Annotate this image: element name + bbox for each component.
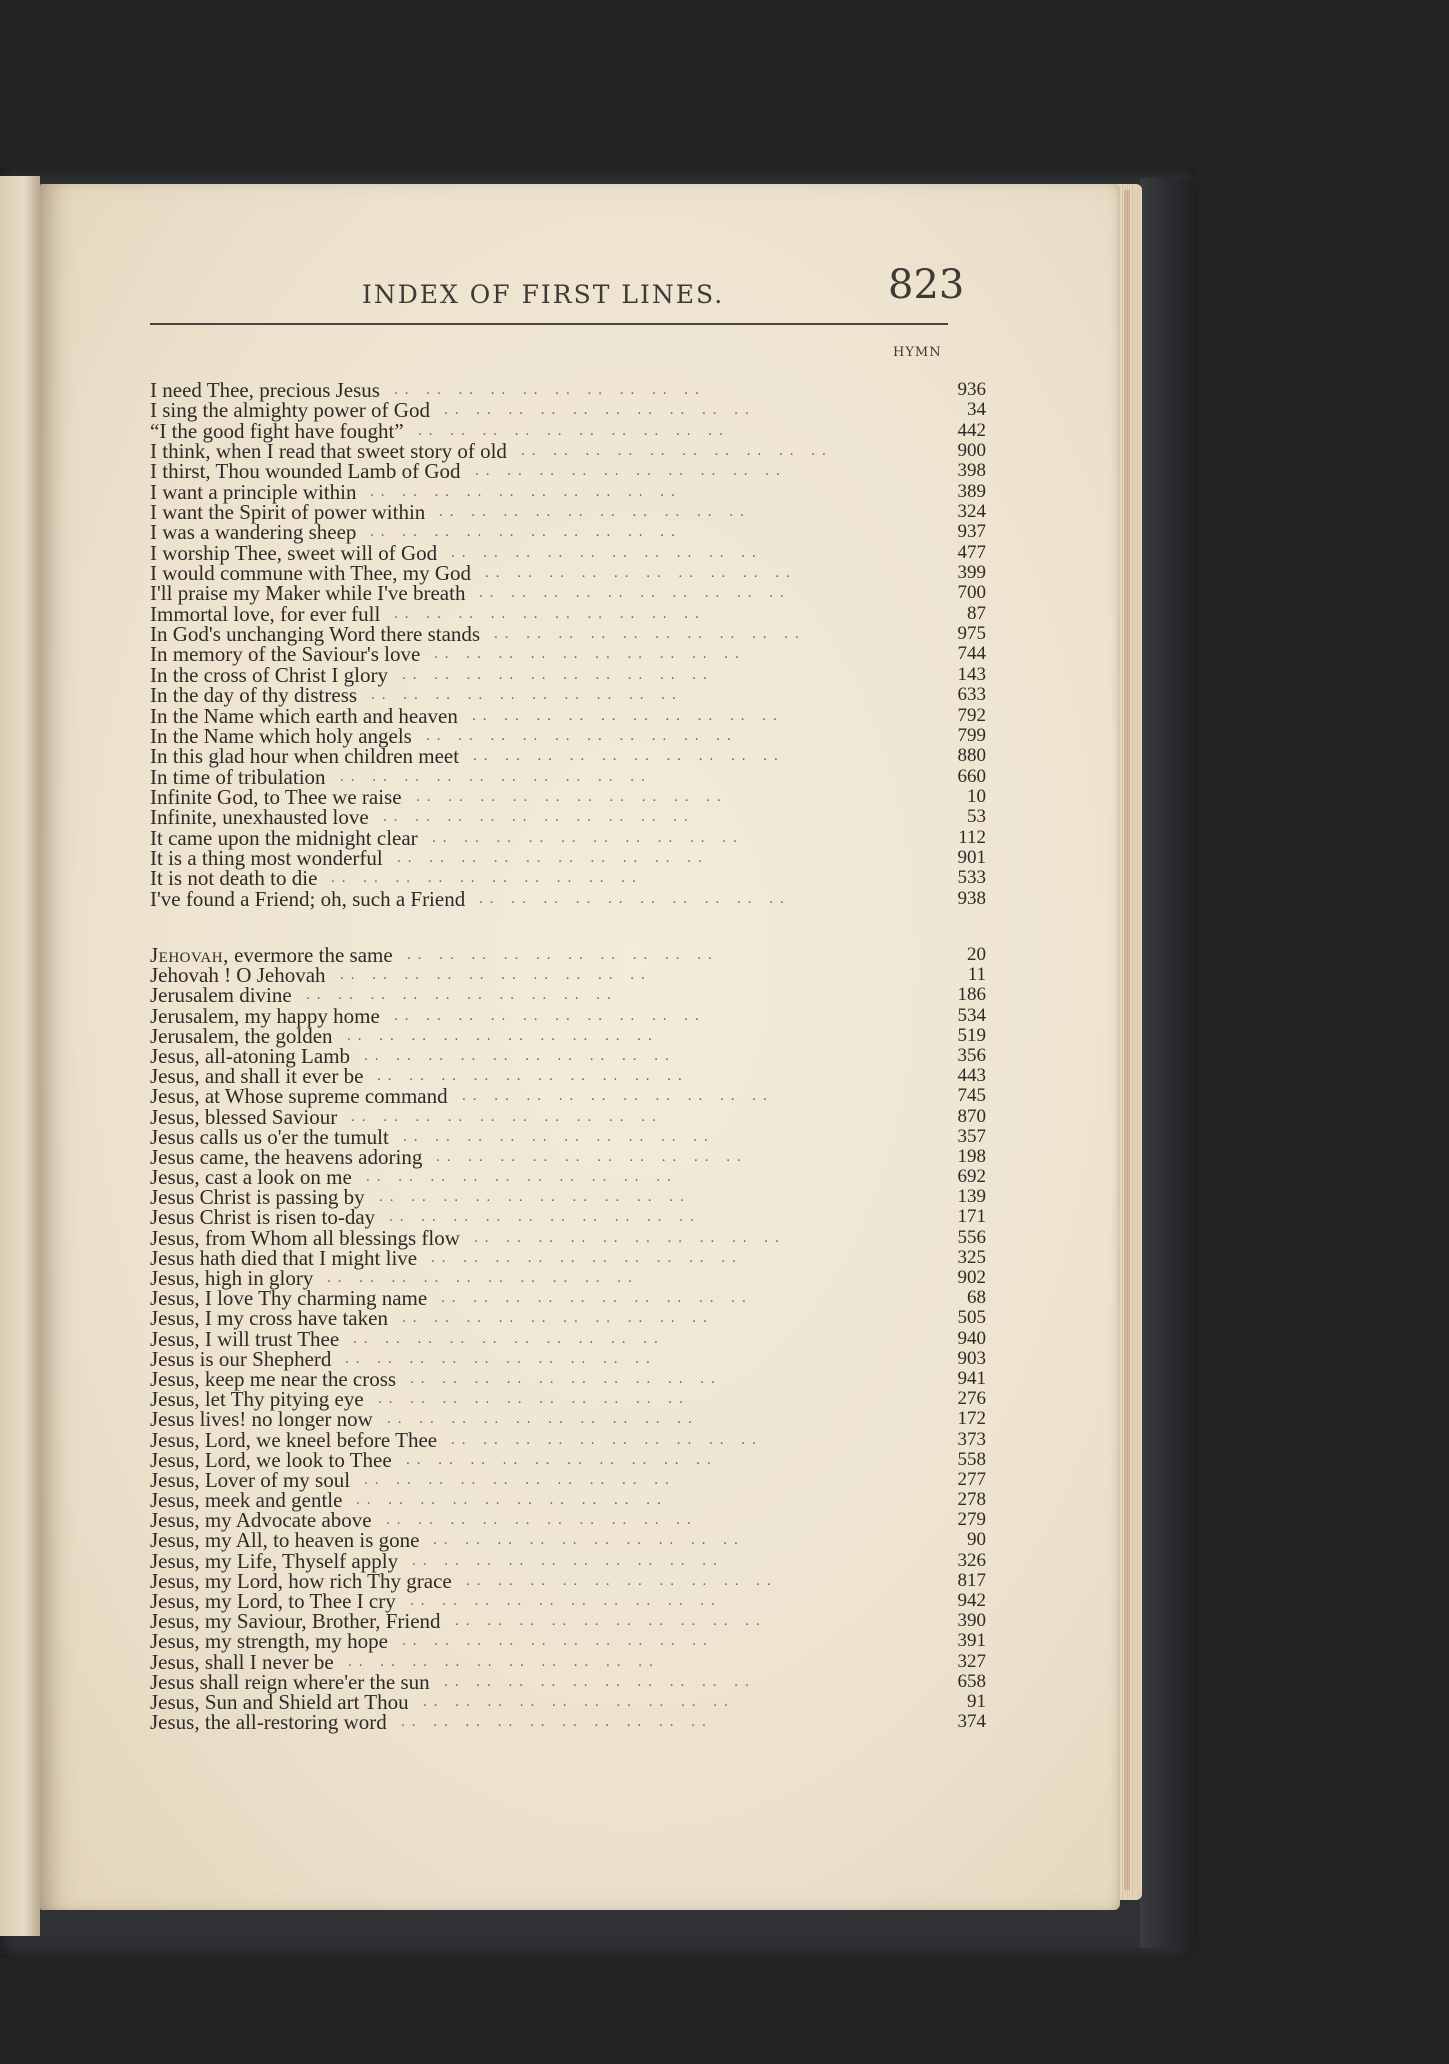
dot-leader: .. .. .. .. .. .. .. .. .. ..: [370, 483, 682, 500]
dot-leader: .. .. .. .. .. .. .. .. .. ..: [394, 1007, 706, 1024]
first-line: In the day of thy distress: [150, 683, 358, 708]
hymn-number: 975: [957, 623, 986, 645]
dot-leader: .. .. .. .. .. .. .. .. .. ..: [401, 1714, 713, 1731]
first-line: I sing the almighty power of God: [150, 398, 430, 423]
dot-leader: .. .. .. .. .. .. .. .. .. ..: [426, 727, 738, 744]
hymn-number: 356: [957, 1044, 986, 1066]
dot-leader: .. .. .. .. .. .. .. .. .. ..: [474, 1229, 786, 1246]
hymn-number: 937: [957, 521, 986, 543]
dot-leader: .. .. .. .. .. .. .. .. .. ..: [387, 1411, 699, 1428]
dot-leader: .. .. .. .. .. .. .. .. .. ..: [347, 1027, 659, 1044]
dot-leader: .. .. .. .. .. .. .. .. .. ..: [371, 687, 683, 704]
index-entry: [150, 703, 986, 728]
dot-leader: .. .. .. .. .. .. .. .. .. ..: [402, 1633, 714, 1650]
hymn-number: 373: [957, 1428, 986, 1450]
first-line: Jesus, Lover of my soul: [150, 1467, 351, 1492]
facing-page: [0, 176, 40, 1936]
index-entry: [150, 1205, 986, 1230]
hymn-number: 172: [957, 1408, 986, 1430]
dot-leader: .. .. .. .. .. .. .. .. .. ..: [434, 646, 746, 663]
index-entry: [150, 1508, 986, 1533]
dot-leader: .. .. .. .. .. .. .. .. .. ..: [340, 768, 652, 785]
hymn-number: 325: [957, 1246, 986, 1268]
first-line: Jesus, shall I never be: [150, 1649, 334, 1674]
dot-leader: .. .. .. .. .. .. .. .. .. ..: [462, 1088, 774, 1105]
first-line: I think, when I read that sweet story of old: [150, 439, 507, 464]
index-entry: [150, 1023, 986, 1048]
dot-leader: .. .. .. .. .. .. .. .. .. ..: [441, 1290, 753, 1307]
index-entry: [150, 683, 986, 708]
dot-leader: .. .. .. .. .. .. .. .. .. ..: [370, 524, 682, 541]
dot-leader: .. .. .. .. .. .. .. .. .. ..: [432, 829, 744, 846]
first-line: Jesus, I will trust Thee: [150, 1326, 340, 1351]
first-line: I want the Spirit of power within: [150, 500, 426, 525]
dot-leader: .. .. .. .. .. .. .. .. .. ..: [383, 809, 695, 826]
dot-leader: .. .. .. .. .. .. .. .. .. ..: [379, 1189, 691, 1206]
index-entry: [150, 540, 986, 565]
dot-leader: .. .. .. .. .. .. .. .. .. ..: [455, 1613, 767, 1630]
first-line: Jesus hath died that I might live: [150, 1245, 418, 1270]
index-entry: [150, 500, 986, 525]
first-line: Jerusalem divine: [150, 983, 292, 1008]
index-entry: [150, 1064, 986, 1089]
first-line: Jesus, Lord, we look to Thee: [150, 1447, 392, 1472]
index-entry: [150, 1427, 986, 1452]
index-entry: [150, 805, 986, 830]
index-entry: [150, 642, 986, 667]
hymn-number: 186: [957, 984, 986, 1006]
first-line: Jesus, my Lord, how rich Thy grace: [150, 1568, 452, 1593]
dot-leader: .. .. .. .. .. .. .. .. .. ..: [410, 1370, 722, 1387]
index-group-i: [150, 380, 986, 909]
index-entry: [150, 1043, 986, 1068]
header-rule: [150, 323, 948, 325]
dot-leader: .. .. .. .. .. .. .. .. .. ..: [418, 422, 730, 439]
first-line: In the Name which holy angels: [150, 723, 412, 748]
dot-leader: .. .. .. .. .. .. .. .. .. ..: [378, 1391, 690, 1408]
index-entry: [150, 1225, 986, 1250]
page-edge-tint: [1124, 190, 1130, 1890]
index-entry: [150, 1568, 986, 1593]
hymn-number: 90: [967, 1529, 986, 1551]
hymn-number: 880: [957, 745, 986, 767]
hymn-number: 940: [957, 1327, 986, 1349]
index-entry: [150, 581, 986, 606]
first-line: Jesus is our Shepherd: [150, 1346, 332, 1371]
index-entry: [150, 1165, 986, 1190]
dot-leader: .. .. .. .. .. .. .. .. .. ..: [327, 1270, 639, 1286]
hymn-number: 692: [957, 1166, 986, 1188]
running-header: [150, 262, 965, 314]
first-line: I was a wandering sheep: [150, 520, 357, 545]
index-entry: [150, 1366, 986, 1391]
hymn-number: 658: [957, 1670, 986, 1692]
index-entry: [150, 1003, 986, 1028]
first-line: Jesus, blessed Saviour: [150, 1104, 338, 1129]
first-line: I need Thee, precious Jesus: [150, 378, 380, 402]
dot-leader: .. .. .. .. .. .. .. .. .. ..: [410, 1593, 722, 1609]
dot-leader: .. .. .. .. .. .. .. .. .. ..: [331, 870, 643, 887]
index-entry: [150, 1286, 986, 1311]
hymn-number: 556: [957, 1226, 986, 1248]
hymn-number: 390: [957, 1610, 986, 1632]
dot-leader: .. .. .. .. .. .. .. .. .. ..: [439, 504, 751, 521]
index-entry: [150, 963, 986, 988]
first-line: In time of tribulation: [150, 764, 326, 789]
hymn-number: 34: [967, 399, 986, 421]
first-line: “I the good fight have fought”: [150, 418, 404, 443]
hymn-number: 112: [958, 826, 986, 848]
dot-leader: .. .. .. .. .. .. .. .. .. ..: [402, 666, 714, 683]
dot-leader: .. .. .. .. .. .. .. .. .. ..: [431, 1249, 743, 1266]
dot-leader: .. .. .. .. .. .. .. .. .. ..: [364, 1047, 676, 1064]
first-line: Jesus, Lord, we kneel before Thee: [150, 1427, 438, 1452]
index-entry: [150, 723, 986, 748]
hymn-number: 324: [957, 501, 986, 523]
entry-first-word: Jehovah,: [150, 943, 229, 967]
hymn-number: 327: [957, 1650, 986, 1672]
index-entry: [150, 1144, 986, 1169]
first-line: It is a thing most wonderful: [150, 845, 383, 870]
index-entry: [150, 1387, 986, 1412]
index-entry: [150, 886, 986, 911]
hymn-number: 745: [957, 1085, 986, 1107]
dot-leader: .. .. .. .. .. .. .. .. .. ..: [389, 1209, 701, 1226]
index-entry: [150, 1084, 986, 1109]
dot-leader: .. .. .. .. .. .. .. .. .. ..: [433, 1532, 745, 1549]
index-entry: [150, 479, 986, 504]
first-line: Jesus, cast a look on me: [150, 1165, 352, 1190]
index-entry: [150, 601, 986, 626]
hymn-number: 700: [957, 582, 986, 604]
first-line: I would commune with Thee, my God: [150, 561, 471, 586]
dot-leader: .. .. .. .. .. .. .. .. .. ..: [345, 1350, 657, 1367]
first-line: Jesus, my All, to heaven is gone: [150, 1528, 420, 1553]
dot-leader: .. .. .. .. .. .. .. .. .. ..: [412, 1552, 724, 1569]
hymn-number: 391: [957, 1630, 986, 1652]
index-entry: [150, 744, 986, 769]
dot-leader: .. .. .. .. .. .. .. .. .. ..: [444, 402, 756, 419]
index-entry: [150, 1591, 986, 1611]
index-entry: [150, 459, 986, 484]
dot-leader: .. .. .. .. .. .. .. .. .. ..: [366, 1169, 678, 1186]
hymn-number: 68: [967, 1287, 986, 1309]
dot-leader: .. .. .. .. .. .. .. .. .. ..: [479, 890, 791, 907]
index-entry: [150, 622, 986, 647]
first-line: Jesus shall reign where'er the sun: [150, 1669, 430, 1694]
hymn-number: 398: [957, 460, 986, 482]
hymn-number: 792: [957, 704, 986, 726]
hymn-number: 534: [957, 1004, 986, 1026]
index-entry: [150, 1629, 986, 1654]
first-line: Jesus, keep me near the cross: [150, 1366, 397, 1391]
first-line: In God's unchanging Word there stands: [150, 622, 481, 647]
index-entry: [150, 764, 986, 789]
dot-leader: .. .. .. .. .. .. .. .. .. ..: [494, 626, 806, 643]
hymn-number: 91: [967, 1690, 986, 1712]
hymn-number: 399: [957, 562, 986, 584]
dot-leader: .. .. .. .. .. .. .. .. .. ..: [306, 987, 618, 1004]
hymn-number: 11: [967, 964, 986, 986]
hymn-number: 519: [957, 1024, 986, 1046]
first-line: Jesus, my Saviour, Brother, Friend: [150, 1609, 441, 1634]
first-line: Jesus, meek and gentle: [150, 1488, 343, 1513]
index-entry: [150, 1548, 986, 1573]
hymn-number: 20: [967, 944, 986, 965]
hymn-number: 942: [957, 1590, 986, 1611]
dot-leader: .. .. .. .. .. .. .. .. .. ..: [348, 1653, 660, 1670]
dot-leader: .. .. .. .. .. .. .. .. .. ..: [406, 1451, 718, 1468]
dot-leader: .. .. .. .. .. .. .. .. .. ..: [451, 1431, 763, 1448]
hymn-number: 374: [957, 1711, 986, 1733]
hymn-number: 389: [957, 480, 986, 502]
hymn-number: 277: [957, 1468, 986, 1490]
hymn-number: 558: [957, 1448, 986, 1470]
hymn-number: 171: [957, 1206, 986, 1228]
dot-leader: .. .. .. .. .. .. .. .. .. ..: [402, 1310, 714, 1327]
index-entry: [150, 1467, 986, 1492]
first-line: Infinite God, to Thee we raise: [150, 784, 402, 809]
hymn-number: 198: [957, 1145, 986, 1167]
page-title: INDEX OF FIRST LINES.: [362, 280, 725, 309]
dot-leader: .. .. .. .. .. .. .. .. .. ..: [394, 382, 706, 398]
index-entry: [150, 1407, 986, 1432]
first-line: I worship Thee, sweet will of God: [150, 540, 438, 565]
index-entry: [150, 983, 986, 1008]
first-line: In the cross of Christ I glory: [150, 662, 388, 687]
index-entry: [150, 1326, 986, 1351]
hymn-number: 938: [957, 887, 986, 909]
dot-leader: .. .. .. .. .. .. .. .. .. ..: [416, 788, 728, 805]
hymn-number: 10: [967, 785, 986, 807]
hymn-number: 870: [957, 1105, 986, 1127]
dot-leader: .. .. .. .. .. .. .. .. .. ..: [473, 748, 785, 765]
index-entry: [150, 380, 986, 400]
entry-rest: evermore the same: [228, 943, 393, 967]
hymn-number: 139: [957, 1186, 986, 1208]
index-entry: [150, 866, 986, 891]
dot-leader: .. .. .. .. .. .. .. .. .. ..: [353, 1330, 665, 1347]
dot-leader: .. .. .. .. .. .. .. .. .. ..: [377, 1068, 689, 1085]
first-line: Jesus lives! no longer now: [150, 1407, 373, 1432]
dot-leader: .. .. .. .. .. .. .. .. .. ..: [394, 605, 706, 622]
hymn-number: 817: [957, 1569, 986, 1591]
first-line: Infinite, unexhausted love: [150, 805, 369, 830]
index-entry: [150, 439, 986, 464]
first-line: Immortal love, for ever full: [150, 601, 381, 626]
hymn-number: 443: [957, 1065, 986, 1087]
index-entry: [150, 1306, 986, 1331]
index-entry: [150, 1710, 986, 1735]
first-line: It is not death to die: [150, 866, 318, 891]
first-line: In memory of the Saviour's love: [150, 642, 421, 667]
dot-leader: .. .. .. .. .. .. .. .. .. ..: [407, 947, 719, 963]
hymn-number: 533: [957, 867, 986, 889]
dot-leader: .. .. .. .. .. .. .. .. .. ..: [364, 1471, 676, 1488]
index-entry: [150, 1104, 986, 1129]
hymn-number: 744: [957, 643, 986, 665]
hymn-number: 633: [957, 684, 986, 706]
first-line: I've found a Friend; oh, such a Friend: [150, 886, 466, 911]
index-entry: [150, 1669, 986, 1694]
hymn-number: 442: [957, 419, 986, 441]
index-entry: [150, 1528, 986, 1553]
first-line: It came upon the midnight clear: [150, 825, 418, 850]
hymn-number: 936: [957, 379, 986, 400]
hymn-number: 53: [967, 806, 986, 828]
hymn-number: 278: [957, 1489, 986, 1511]
first-line: [150, 945, 393, 965]
dot-leader: .. .. .. .. .. .. .. .. .. ..: [403, 1128, 715, 1145]
index-entry: [150, 945, 986, 965]
first-line: Jesus, my Advocate above: [150, 1508, 372, 1533]
first-line: Jesus Christ is risen to-day: [150, 1205, 376, 1230]
hymn-number: 901: [957, 846, 986, 868]
hymn-number: 326: [957, 1549, 986, 1571]
index-entry: [150, 520, 986, 545]
first-line: Jesus came, the heavens adoring: [150, 1144, 423, 1169]
index-entry: [150, 1447, 986, 1472]
first-line: Jesus, let Thy pitying eye: [150, 1387, 364, 1412]
dot-leader: .. .. .. .. .. .. .. .. .. ..: [423, 1693, 735, 1710]
first-line: In this glad hour when children meet: [150, 744, 460, 769]
index-entry: [150, 1346, 986, 1371]
dot-leader: .. .. .. .. .. .. .. .. .. ..: [397, 849, 709, 866]
dot-leader: .. .. .. .. .. .. .. .. .. ..: [521, 443, 833, 460]
hymn-number: 477: [957, 541, 986, 563]
index-entry: [150, 1488, 986, 1513]
first-line: Jerusalem, my happy home: [150, 1003, 380, 1028]
dot-leader: .. .. .. .. .. .. .. .. .. ..: [451, 544, 763, 561]
first-line: Jesus, my strength, my hope: [150, 1629, 388, 1654]
first-line: Jesus Christ is passing by: [150, 1185, 365, 1210]
page-number: 823: [888, 262, 965, 308]
hymn-number: 900: [957, 440, 986, 462]
index-entry: [150, 1185, 986, 1210]
first-line: Jesus, at Whose supreme command: [150, 1084, 448, 1109]
index-entry: [150, 418, 986, 443]
dot-leader: .. .. .. .. .. .. .. .. .. ..: [356, 1492, 668, 1509]
first-line: Jesus, Sun and Shield art Thou: [150, 1689, 409, 1714]
first-line: Jesus, and shall it ever be: [150, 1064, 364, 1089]
index-entry: [150, 1689, 986, 1714]
index-entry: [150, 561, 986, 586]
first-line: Jerusalem, the golden: [150, 1023, 333, 1048]
index-entry: [150, 1124, 986, 1149]
first-line: Jesus, all-atoning Lamb: [150, 1043, 351, 1068]
first-line: Jesus, my Life, Thyself apply: [150, 1548, 399, 1573]
hymn-number: 902: [957, 1267, 986, 1288]
first-line: Jesus, I love Thy charming name: [150, 1286, 428, 1311]
index-group-j: [150, 943, 986, 1735]
dot-leader: .. .. .. .. .. .. .. .. .. ..: [479, 585, 791, 602]
dot-leader: .. .. .. .. .. .. .. .. .. ..: [340, 967, 652, 984]
first-line: I want a principle within: [150, 479, 357, 504]
dot-leader: .. .. .. .. .. .. .. .. .. ..: [485, 565, 797, 582]
hymn-number: 87: [967, 602, 986, 624]
hymn-number: 357: [957, 1125, 986, 1147]
hymn-number: 143: [957, 663, 986, 685]
dot-leader: .. .. .. .. .. .. .. .. .. ..: [466, 1572, 778, 1589]
dot-leader: .. .. .. .. .. .. .. .. .. ..: [472, 707, 784, 724]
first-line: Jehovah ! O Jehovah: [150, 963, 326, 988]
hymn-number: 799: [957, 724, 986, 746]
first-line: Jesus, from Whom all blessings flow: [150, 1225, 460, 1250]
first-line: I'll praise my Maker while I've breath: [150, 581, 466, 606]
hymn-number: 276: [957, 1388, 986, 1410]
first-line: Jesus, I my cross have taken: [150, 1306, 388, 1331]
hymn-number: 941: [957, 1367, 986, 1389]
index-entry: [150, 784, 986, 809]
index-entry: [150, 1649, 986, 1674]
dot-leader: .. .. .. .. .. .. .. .. .. ..: [444, 1673, 756, 1690]
dot-leader: .. .. .. .. .. .. .. .. .. ..: [436, 1148, 748, 1165]
hymn-column-label: HYMN: [893, 345, 942, 360]
index-entry: [150, 845, 986, 870]
first-line: Jesus, high in glory: [150, 1266, 314, 1290]
dot-leader: .. .. .. .. .. .. .. .. .. ..: [475, 463, 787, 480]
hymn-number: 903: [957, 1347, 986, 1369]
first-line: In the Name which earth and heaven: [150, 703, 458, 728]
index-entry: [150, 825, 986, 850]
dot-leader: .. .. .. .. .. .. .. .. .. ..: [386, 1512, 698, 1529]
first-line: Jesus, the all-restoring word: [150, 1710, 387, 1735]
index-entry: [150, 1609, 986, 1634]
first-line: Jesus, my Lord, to Thee I cry: [150, 1589, 396, 1613]
book-spine-edge: [1140, 178, 1198, 1948]
first-line: I thirst, Thou wounded Lamb of God: [150, 459, 461, 484]
index-entry: [150, 398, 986, 423]
hymn-number: 279: [957, 1509, 986, 1531]
hymn-number: 505: [957, 1307, 986, 1329]
index-entry: [150, 1268, 986, 1288]
index-entry: [150, 662, 986, 687]
dot-leader: .. .. .. .. .. .. .. .. .. ..: [351, 1108, 663, 1125]
index-entry: [150, 1245, 986, 1270]
hymn-number: 660: [957, 765, 986, 787]
first-line: Jesus calls us o'er the tumult: [150, 1124, 389, 1149]
